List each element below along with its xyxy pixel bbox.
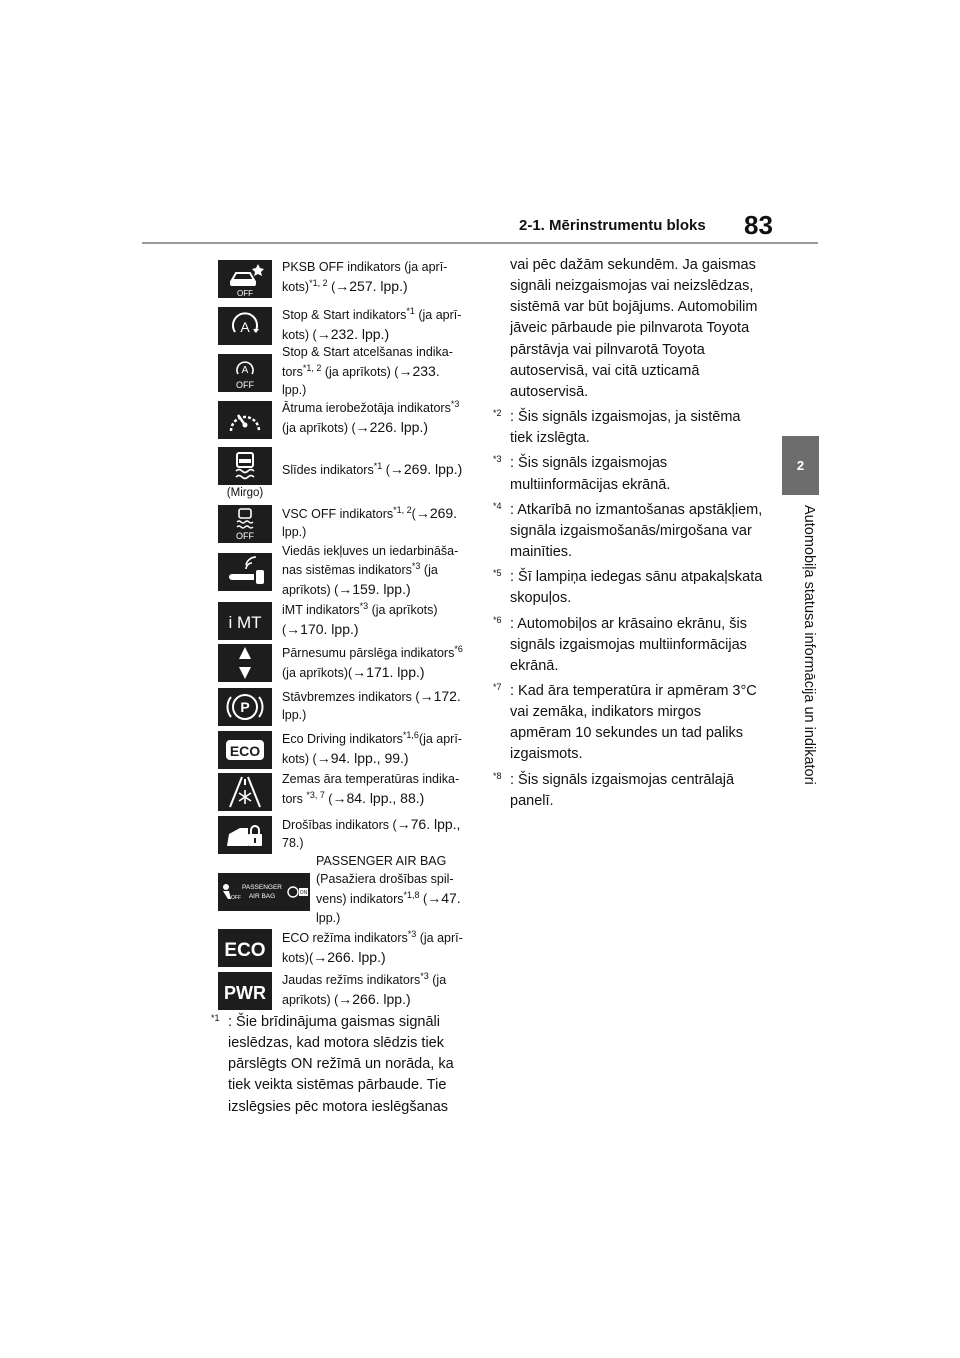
stop-start-icon (218, 307, 272, 345)
svg-text:ECO: ECO (224, 940, 266, 961)
section-title: 2-1. Mērinstrumentu bloks (519, 217, 706, 234)
svg-text:i MT: i MT (228, 613, 262, 632)
footnote-1-continued: vai pēc dažām sekundēm. Ja gaismas signāli neizgaismojas vai neizslēdzas, sistēmā var būt bojājums. Automobilim jāveic pārbaude pie pilnvarota Toyota pārstāvja vai pilnvarotā Toyota autoservisā, vai citā uzticamā autoservisā. (510, 257, 758, 400)
speed-limiter-icon (218, 401, 272, 439)
svg-text:AIR BAG: AIR BAG (248, 893, 276, 900)
page-ref: →257. lpp.) (335, 278, 408, 295)
footnote-5: *5 : Šī lampiņa iedegas sānu atpakaļskata skopuļos. (493, 568, 763, 607)
chapter-tab (782, 436, 819, 495)
svg-text:PWR: PWR (224, 983, 266, 1003)
chapter-number: 2 (796, 458, 805, 473)
footnote-8: *8 : Šis signāls izgaismojas centrālajā panelī. (493, 770, 735, 809)
passenger-airbag-icon (218, 873, 310, 911)
svg-text:ON: ON (299, 890, 308, 896)
svg-text:OFF: OFF (231, 895, 241, 901)
footnote-mark: *1 (211, 1013, 220, 1023)
footnotes-column (493, 255, 765, 816)
svg-text:ECO: ECO (229, 743, 261, 759)
footnote-6: *6 : Automobiļos ar krāsaino ekrānu, šis signāls izgaismojas multiinformācijas ekrānā. (493, 614, 747, 674)
power-mode-icon (218, 972, 272, 1010)
chapter-side-title: Automobiļa statusa informācija un indikatori (801, 505, 817, 785)
blink-note: (Mirgo) (226, 487, 264, 499)
slip-icon (218, 447, 272, 485)
parking-brake-icon (218, 688, 272, 726)
svg-text:OFF: OFF (237, 289, 253, 298)
imt-icon (218, 602, 272, 640)
footnote-text: : Šie brīdinājuma gaismas signāli ieslēdzas, kad motora slēdzis tiek pārslēgts ON režīmā un norāda, ka tiek veikta sistēmas pārbaude. Tie izslēgsies pēc motora ieslēgšanas (228, 1014, 454, 1115)
footnote-3: *3 : Šis signāls izgaismojas multiinformācijas ekrānā. (493, 454, 671, 493)
svg-text:PASSENGER: PASSENGER (242, 884, 282, 891)
security-icon (218, 816, 272, 854)
svg-text:OFF: OFF (236, 380, 254, 390)
pksb-off-icon (218, 260, 272, 298)
svg-text:A: A (241, 365, 249, 376)
eco-mode-icon (218, 929, 272, 967)
footnote-2: *2 : Šis signāls izgaismojas, ja sistēma tiek izslēgta. (493, 408, 741, 447)
indicator-text: PKSB OFF indikators (ja aprī- (282, 260, 448, 274)
vsc-off-icon (218, 505, 272, 543)
eco-driving-icon (218, 731, 272, 769)
shift-indicator-icon (218, 644, 272, 682)
page-number: 83 (744, 210, 773, 240)
svg-text:P: P (240, 699, 250, 715)
header-rule (142, 242, 818, 244)
footnote-1 (211, 1012, 471, 1122)
stop-start-off-icon (218, 354, 272, 392)
low-temp-icon (218, 773, 272, 811)
svg-text:OFF: OFF (236, 531, 254, 541)
svg-text:A: A (240, 319, 250, 335)
footnote-7: *7 : Kad āra temperatūra ir apmēram 3°C vai zemāka, indikators mirgos apmēram 10 sekundes un tad paliks izgaismots. (493, 681, 757, 763)
smart-entry-icon (218, 553, 272, 591)
footnote-4: *4 : Atkarībā no izmantošanas apstākļiem, signāla izgaismošanās/mirgošana var mainīties. (493, 500, 763, 561)
